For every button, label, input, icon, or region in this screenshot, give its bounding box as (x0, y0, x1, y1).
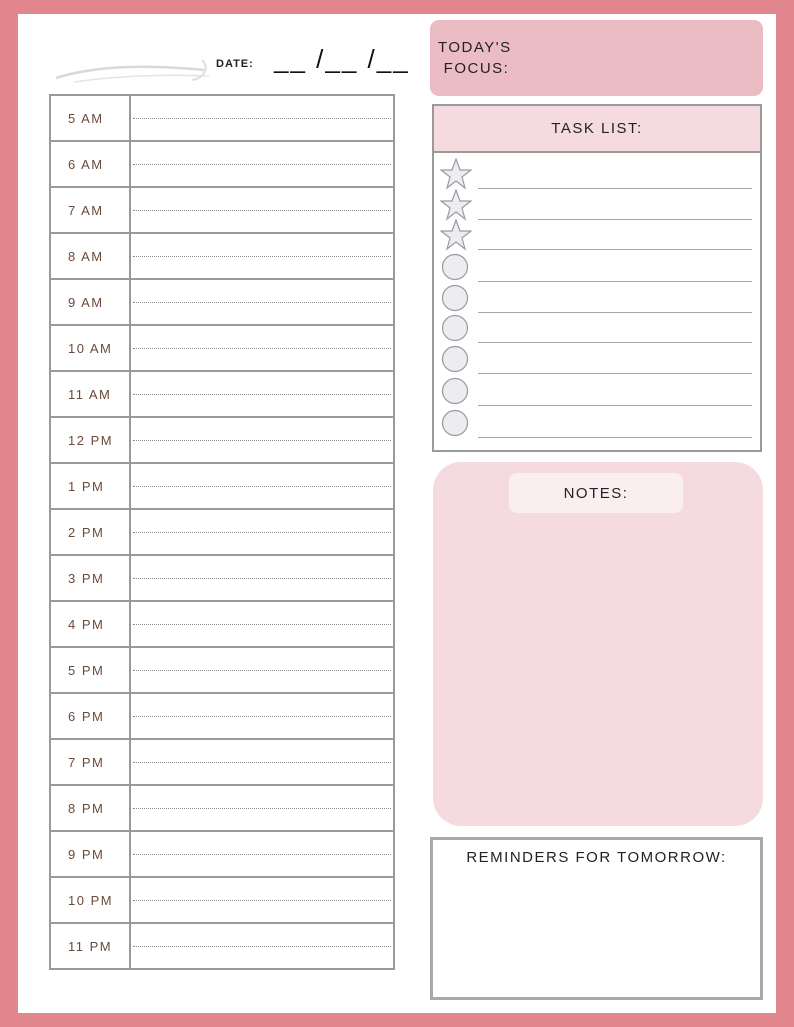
hour-label: 7 PM (51, 740, 131, 784)
task-line[interactable] (478, 437, 752, 438)
hour-entry-line[interactable] (131, 648, 393, 692)
circle-checkbox-icon[interactable] (440, 282, 470, 312)
task-item[interactable] (440, 312, 752, 344)
schedule-row (51, 188, 393, 234)
hour-label: 5 PM (51, 648, 131, 692)
task-item[interactable] (440, 375, 752, 407)
hour-label: 6 PM (51, 694, 131, 738)
hour-label: 4 PM (51, 602, 131, 646)
hour-label: 11 PM (51, 924, 131, 968)
schedule-row (51, 832, 393, 878)
hour-label: 1 PM (51, 464, 131, 508)
notes-box[interactable] (433, 462, 763, 826)
hour-entry-line[interactable] (131, 602, 393, 646)
circle-checkbox-icon[interactable] (440, 251, 470, 281)
star-icon[interactable] (440, 189, 472, 221)
hour-entry-line[interactable] (131, 694, 393, 738)
hour-entry-line[interactable] (131, 280, 393, 324)
hour-entry-line[interactable] (131, 878, 393, 922)
todays-focus-box[interactable] (430, 20, 763, 96)
hour-label: 2 PM (51, 510, 131, 554)
schedule-row (51, 234, 393, 280)
schedule-row (51, 96, 393, 142)
circle-checkbox-icon[interactable] (440, 375, 470, 405)
hour-label: 10 AM (51, 326, 131, 370)
schedule-row (51, 326, 393, 372)
schedule-row (51, 372, 393, 418)
schedule-row (51, 648, 393, 694)
hour-entry-line[interactable] (131, 924, 393, 968)
hour-label: 7 AM (51, 188, 131, 232)
task-item[interactable] (440, 407, 752, 439)
hour-label: 5 AM (51, 96, 131, 140)
circle-checkbox-icon[interactable] (440, 343, 470, 373)
task-item[interactable] (440, 343, 752, 375)
hour-entry-line[interactable] (131, 142, 393, 186)
schedule-row (51, 602, 393, 648)
hour-label: 8 AM (51, 234, 131, 278)
hour-entry-line[interactable] (131, 832, 393, 876)
task-line[interactable] (478, 373, 752, 374)
task-list-box (432, 104, 762, 452)
schedule-row (51, 878, 393, 924)
circle-checkbox-icon[interactable] (440, 407, 470, 437)
hour-label: 6 AM (51, 142, 131, 186)
task-item[interactable] (440, 158, 752, 190)
task-line[interactable] (478, 405, 752, 406)
planner-page (18, 14, 776, 1013)
task-list-title: TASK LIST: (434, 106, 760, 153)
hour-entry-line[interactable] (131, 372, 393, 416)
schedule-row (51, 418, 393, 464)
schedule-row (51, 556, 393, 602)
circle-checkbox-icon[interactable] (440, 312, 470, 342)
hour-label: 3 PM (51, 556, 131, 600)
hour-entry-line[interactable] (131, 786, 393, 830)
schedule-row (51, 924, 393, 968)
star-icon[interactable] (440, 158, 472, 190)
schedule-row (51, 464, 393, 510)
task-item[interactable] (440, 219, 752, 251)
todays-focus-title: TODAY'S FOCUS: (438, 39, 512, 77)
schedule-row (51, 694, 393, 740)
hour-entry-line[interactable] (131, 188, 393, 232)
swoosh-decoration (54, 54, 214, 84)
task-item[interactable] (440, 251, 752, 283)
reminders-box[interactable] (430, 837, 763, 1000)
notes-title: NOTES: (509, 473, 683, 513)
hourly-schedule (49, 94, 395, 970)
schedule-row (51, 510, 393, 556)
hour-entry-line[interactable] (131, 96, 393, 140)
hour-entry-line[interactable] (131, 418, 393, 462)
schedule-row (51, 786, 393, 832)
hour-label: 11 AM (51, 372, 131, 416)
task-line[interactable] (478, 249, 752, 250)
date-label: DATE: (216, 58, 254, 70)
date-blanks[interactable]: __ /__ /__ (274, 44, 410, 74)
task-item[interactable] (440, 189, 752, 221)
hour-entry-line[interactable] (131, 510, 393, 554)
hour-label: 9 AM (51, 280, 131, 324)
schedule-row (51, 280, 393, 326)
hour-label: 12 PM (51, 418, 131, 462)
hour-entry-line[interactable] (131, 464, 393, 508)
task-item[interactable] (440, 282, 752, 314)
hour-entry-line[interactable] (131, 234, 393, 278)
hour-label: 9 PM (51, 832, 131, 876)
hour-entry-line[interactable] (131, 740, 393, 784)
reminders-title: REMINDERS FOR TOMORROW: (466, 849, 727, 866)
hour-entry-line[interactable] (131, 556, 393, 600)
schedule-row (51, 142, 393, 188)
schedule-row (51, 740, 393, 786)
hour-label: 8 PM (51, 786, 131, 830)
hour-label: 10 PM (51, 878, 131, 922)
hour-entry-line[interactable] (131, 326, 393, 370)
star-icon[interactable] (440, 219, 472, 251)
